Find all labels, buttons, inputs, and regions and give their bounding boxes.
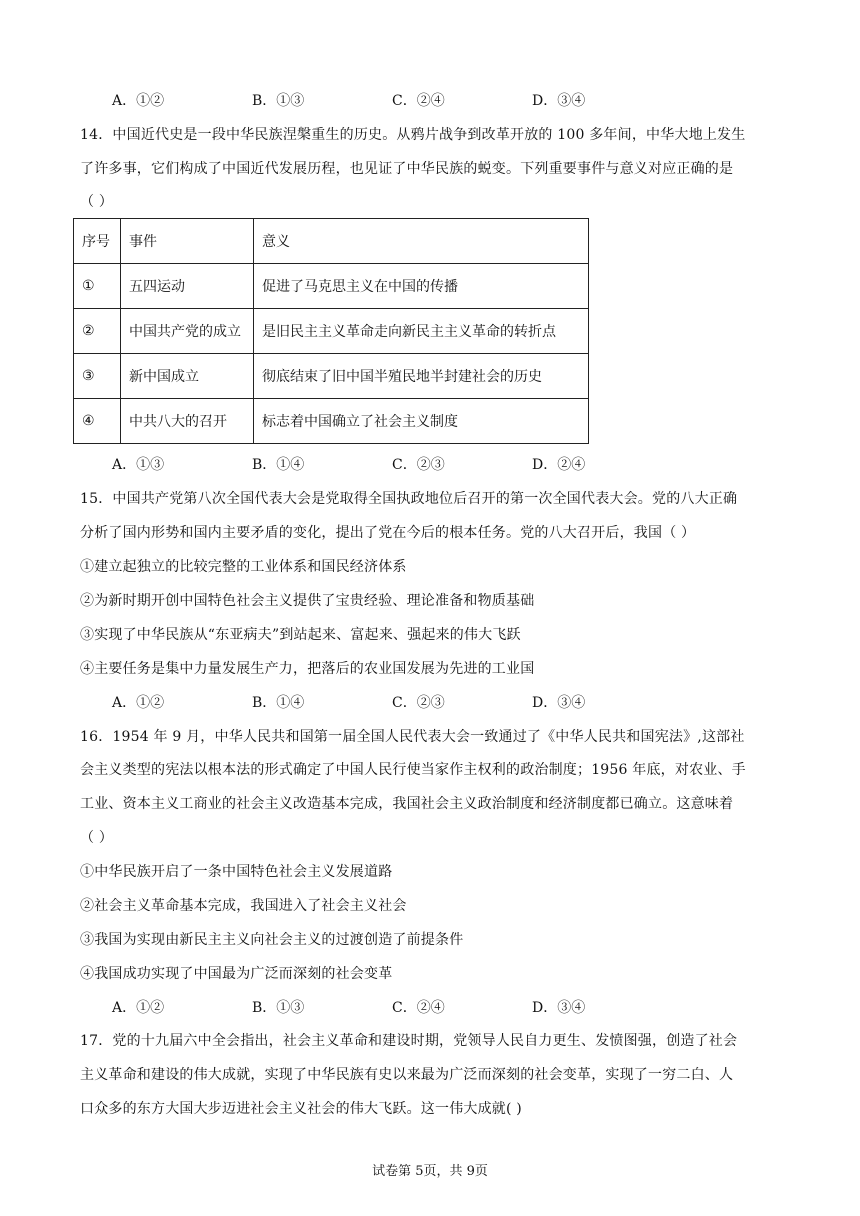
table-cell: 中共八大的召开 xyxy=(121,399,254,444)
q13-option-d: D．③④ xyxy=(532,93,586,109)
table-row xyxy=(74,399,589,444)
q15-item-1: ①建立起独立的比较完整的工业体系和国民经济体系 xyxy=(80,559,407,575)
q14-option-b: B．①④ xyxy=(252,457,305,473)
q16-item-3: ③我国为实现由新民主主义向社会主义的过渡创造了前提条件 xyxy=(80,932,464,948)
q13-options xyxy=(112,90,672,110)
q14-option-d: D．②④ xyxy=(532,457,586,473)
q14-options xyxy=(112,454,672,474)
q16-option-b: B．①③ xyxy=(252,1000,305,1016)
q17-stem-line-1: 17．党的十九届六中全会指出，社会主义革命和建设时期，党领导人民自力更生、发愤图强，创造了社会 xyxy=(80,1033,738,1049)
q15-options xyxy=(112,692,672,712)
q13-option-c: C．②④ xyxy=(392,93,445,109)
table-cell: ④ xyxy=(74,399,121,444)
table-cell: 促进了马克思主义在中国的传播 xyxy=(254,264,589,309)
table-cell: 中国共产党的成立 xyxy=(121,309,254,354)
q16-options xyxy=(112,997,672,1017)
q16-stem-line-4: （ ） xyxy=(80,830,114,846)
table-cell: ② xyxy=(74,309,121,354)
q16-option-c: C．②④ xyxy=(392,1000,445,1016)
table-row xyxy=(74,309,589,354)
q15-item-3: ③实现了中华民族从“东亚病夫”到站起来、富起来、强起来的伟大飞跃 xyxy=(80,627,521,643)
q13-option-b: B．①③ xyxy=(252,93,305,109)
table-header-row xyxy=(74,219,589,264)
table-cell: ③ xyxy=(74,354,121,399)
q15-option-d: D．③④ xyxy=(532,695,586,711)
q14-event-table xyxy=(73,218,589,444)
table-header-cell: 事件 xyxy=(121,219,254,264)
q15-option-b: B．①④ xyxy=(252,695,305,711)
q16-option-a: A．①② xyxy=(112,1000,165,1016)
table-cell: 彻底结束了旧中国半殖民地半封建社会的历史 xyxy=(254,354,589,399)
q14-stem-line-2: 了许多事，它们构成了中国近代发展历程，也见证了中华民族的蜕变。下列重要事件与意义对应正确的是 xyxy=(80,161,734,177)
q15-stem-line-2: 分析了国内形势和国内主要矛盾的变化，提出了党在今后的根本任务。党的八大召开后，我国（ ） xyxy=(80,525,696,541)
q14-stem-line-1: 14．中国近代史是一段中华民族涅槃重生的历史。从鸦片战争到改革开放的 100 多年间，中华大地上发生 xyxy=(80,127,746,143)
table-cell: 新中国成立 xyxy=(121,354,254,399)
q14-option-a: A．①③ xyxy=(112,457,165,473)
q16-stem-line-1: 16．1954 年 9 月，中华人民共和国第一届全国人民代表大会一致通过了《中华人民共和国宪法》,这部社 xyxy=(80,729,745,745)
q15-item-2: ②为新时期开创中国特色社会主义提供了宝贵经验、理论准备和物质基础 xyxy=(80,593,535,609)
q17-stem-line-3: 口众多的东方大国大步迈进社会主义社会的伟大飞跃。这一伟大成就( ) xyxy=(80,1101,522,1117)
q16-stem-line-3: 工业、资本主义工商业的社会主义改造基本完成，我国社会主义政治制度和经济制度都已确立。这意味着 xyxy=(80,796,734,812)
table-cell: 是旧民主主义革命走向新民主主义革命的转折点 xyxy=(254,309,589,354)
q16-option-d: D．③④ xyxy=(532,1000,586,1016)
page-footer: 试卷第 5页，共 9页 xyxy=(372,1164,488,1179)
table-cell: 标志着中国确立了社会主义制度 xyxy=(254,399,589,444)
q16-item-1: ①中华民族开启了一条中国特色社会主义发展道路 xyxy=(80,864,393,880)
q15-stem-line-1: 15．中国共产党第八次全国代表大会是党取得全国执政地位后召开的第一次全国代表大会。党的八大正确 xyxy=(80,491,738,507)
table-header-cell: 意义 xyxy=(254,219,589,264)
table-header-cell: 序号 xyxy=(74,219,121,264)
q15-option-c: C．②③ xyxy=(392,695,445,711)
q17-stem-line-2: 主义革命和建设的伟大成就，实现了中华民族有史以来最为广泛而深刻的社会变革，实现了一穷二白、人 xyxy=(80,1067,734,1083)
table-row xyxy=(74,354,589,399)
q13-option-a: A．①② xyxy=(112,93,165,109)
table-row xyxy=(74,264,589,309)
q15-item-4: ④主要任务是集中力量发展生产力，把落后的农业国发展为先进的工业国 xyxy=(80,661,535,677)
q14-stem-line-3: （ ） xyxy=(80,194,114,210)
q14-option-c: C．②③ xyxy=(392,457,445,473)
q16-item-2: ②社会主义革命基本完成，我国进入了社会主义社会 xyxy=(80,898,407,914)
q16-stem-line-2: 会主义类型的宪法以根本法的形式确定了中国人民行使当家作主权利的政治制度；1956 年底，对农业、手 xyxy=(80,762,746,778)
q16-item-4: ④我国成功实现了中国最为广泛而深刻的社会变革 xyxy=(80,966,393,982)
table-cell: ① xyxy=(74,264,121,309)
q15-option-a: A．①② xyxy=(112,695,165,711)
table-cell: 五四运动 xyxy=(121,264,254,309)
